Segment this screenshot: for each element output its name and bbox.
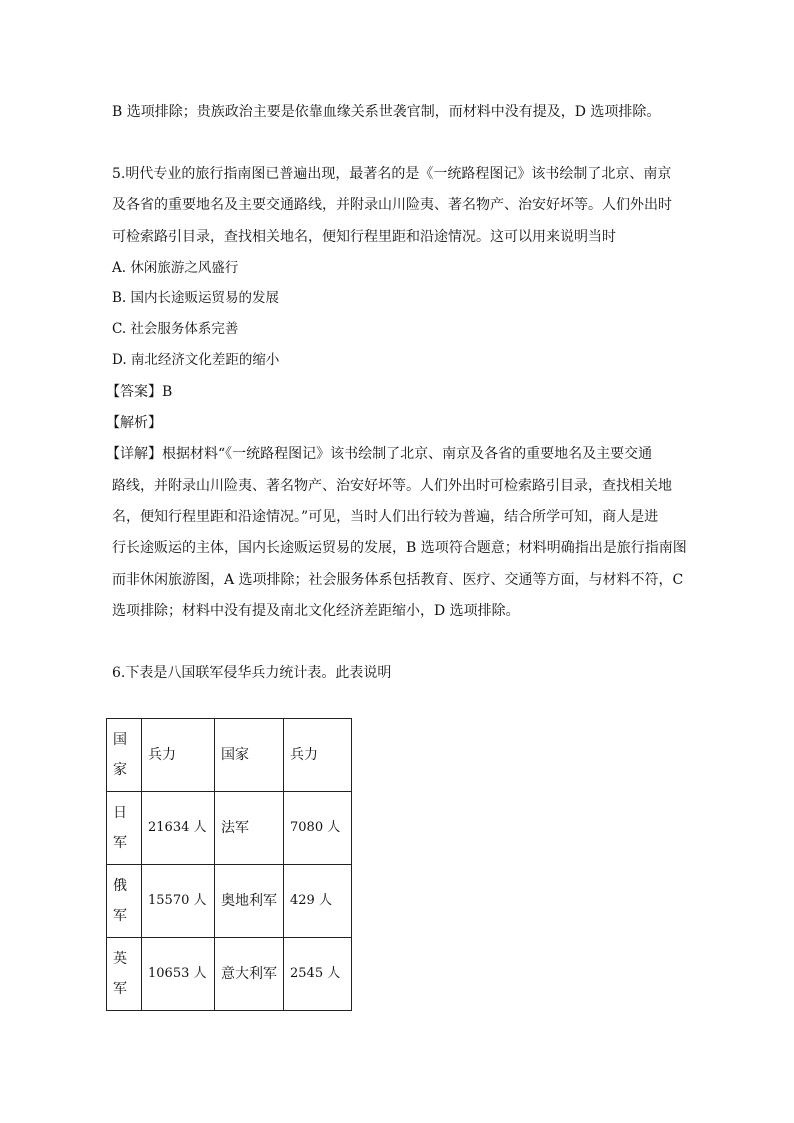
option-c: C. 社会服务体系完善	[112, 321, 239, 337]
table-cell: 15570 人	[142, 865, 215, 938]
table-cell: 俄军	[107, 865, 142, 938]
question-6-stem: 6.下表是八国联军侵华兵力统计表。此表说明	[112, 665, 392, 681]
table-cell: 奥地利军	[215, 865, 284, 938]
analysis-line: 行长途贩运的主体，国内长途贩运贸易的发展，B 选项符合题意；材料明确指出是旅行指南图	[112, 540, 687, 556]
analysis-line: 名，便知行程里距和沿途情况。”可见，当时人们出行较为普遍，结合所学可知，商人是进	[112, 509, 659, 525]
table-header-cell: 国家	[107, 719, 142, 792]
analysis-line: 选项排除；材料中没有提及南北文化经济差距缩小，D 选项排除。	[112, 603, 520, 619]
answer-label: 【答案】B	[106, 384, 173, 400]
table-cell: 10653 人	[142, 938, 215, 1011]
table-cell: 2545 人	[284, 938, 352, 1011]
troop-strength-table	[106, 718, 352, 1011]
analysis-line: 路线，并附录山川险夷、著名物产、治安好坏等。人们外出时可检索路引目录，查找相关地	[112, 478, 672, 494]
table-header-cell: 国家	[215, 719, 284, 792]
question-5-stem-line: 可检索路引目录，查找相关地名，便知行程里距和沿途情况。这可以用来说明当时	[112, 229, 616, 245]
table-cell: 英军	[107, 938, 142, 1011]
analysis-line: 【详解】根据材料“《一统路程图记》该书绘制了北京、南京及各省的重要地名及主要交通	[106, 446, 653, 462]
table-cell: 法军	[215, 792, 284, 865]
analysis-line: 而非休闲旅游图，A 选项排除；社会服务体系包括教育、医疗、交通等方面，与材料不符，C	[112, 572, 684, 588]
option-d: D. 南北经济文化差距的缩小	[112, 352, 280, 368]
table-cell: 日军	[107, 792, 142, 865]
question-5-stem-line: 及各省的重要地名及主要交通路线，并附录山川险夷、著名物产、治安好坏等。人们外出时	[112, 197, 672, 213]
table-cell: 21634 人	[142, 792, 215, 865]
table-cell: 意大利军	[215, 938, 284, 1011]
table-header-cell: 兵力	[284, 719, 352, 792]
analysis-heading: 【解析】	[106, 415, 162, 431]
option-b: B. 国内长途贩运贸易的发展	[112, 290, 280, 306]
table-row	[107, 938, 352, 1011]
table-header-row	[107, 719, 352, 792]
question-5-stem-line: 5.明代专业的旅行指南图已普遍出现，最著名的是《一统路程图记》该书绘制了北京、南京	[112, 166, 672, 182]
table-row	[107, 865, 352, 938]
table-cell: 7080 人	[284, 792, 352, 865]
option-a: A. 休闲旅游之风盛行	[112, 260, 239, 276]
table-row	[107, 792, 352, 865]
table-header-cell: 兵力	[142, 719, 215, 792]
table-cell: 429 人	[284, 865, 352, 938]
previous-question-tail: B 选项排除；贵族政治主要是依靠血缘关系世袭官制，而材料中没有提及，D 选项排除。	[112, 104, 661, 120]
